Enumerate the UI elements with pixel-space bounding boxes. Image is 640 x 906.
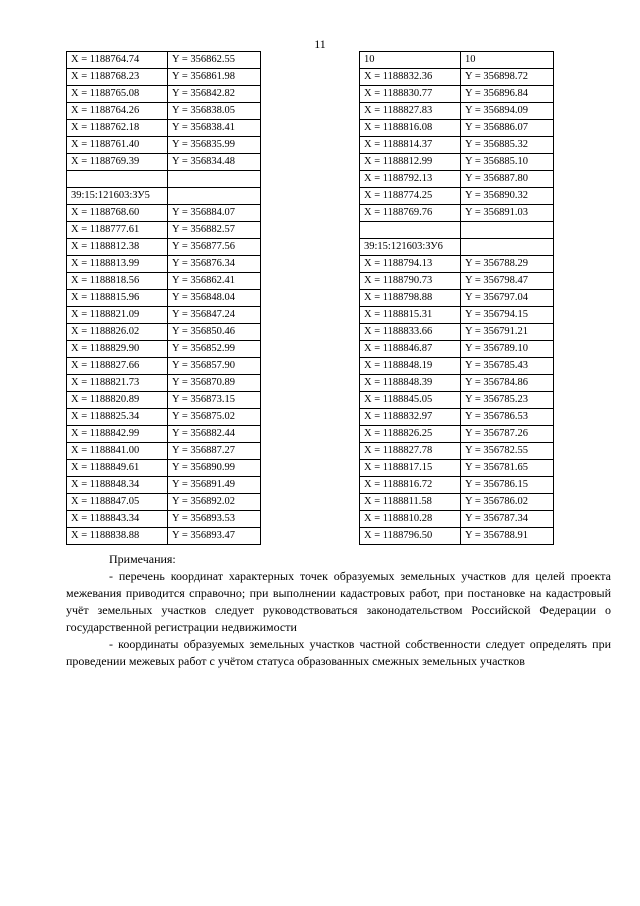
y-coordinate-cell: Y = 356862.41 <box>168 273 261 290</box>
y-coordinate-cell: Y = 356787.34 <box>461 511 554 528</box>
y-coordinate-cell: Y = 356877.56 <box>168 239 261 256</box>
y-coordinate-cell: Y = 356885.10 <box>461 154 554 171</box>
y-coordinate-cell: Y = 356794.15 <box>461 307 554 324</box>
y-coordinate-cell: Y = 356842.82 <box>168 86 261 103</box>
x-coordinate-cell: X = 1188798.88 <box>360 290 461 307</box>
y-coordinate-cell: Y = 356875.02 <box>168 409 261 426</box>
table-row <box>360 409 554 426</box>
table-row <box>67 358 261 375</box>
x-coordinate-cell: X = 1188768.60 <box>67 205 168 222</box>
table-row <box>67 188 261 205</box>
y-coordinate-cell: Y = 356791.21 <box>461 324 554 341</box>
x-coordinate-cell: X = 1188817.15 <box>360 460 461 477</box>
x-coordinate-cell: X = 1188848.19 <box>360 358 461 375</box>
table-row <box>360 528 554 545</box>
coordinates-table-right <box>359 51 554 545</box>
table-row <box>360 188 554 205</box>
table-row <box>360 375 554 392</box>
x-coordinate-cell: X = 1188827.66 <box>67 358 168 375</box>
table-row <box>67 137 261 154</box>
x-coordinate-cell: X = 1188832.36 <box>360 69 461 86</box>
x-coordinate-cell: X = 1188849.61 <box>67 460 168 477</box>
x-coordinate-cell: X = 1188764.26 <box>67 103 168 120</box>
table-row <box>360 511 554 528</box>
y-coordinate-cell: Y = 356896.84 <box>461 86 554 103</box>
table-row <box>67 477 261 494</box>
y-coordinate-cell: Y = 356882.44 <box>168 426 261 443</box>
y-coordinate-cell: Y = 356788.91 <box>461 528 554 545</box>
y-coordinate-cell: Y = 356785.23 <box>461 392 554 409</box>
x-coordinate-cell: X = 1188762.18 <box>67 120 168 137</box>
y-coordinate-cell: Y = 356838.05 <box>168 103 261 120</box>
table-row <box>67 528 261 545</box>
x-coordinate-cell: X = 1188843.34 <box>67 511 168 528</box>
x-coordinate-cell: X = 1188777.61 <box>67 222 168 239</box>
x-coordinate-cell: X = 1188768.23 <box>67 69 168 86</box>
x-coordinate-cell: X = 1188813.99 <box>67 256 168 273</box>
x-coordinate-cell: X = 1188790.73 <box>360 273 461 290</box>
x-coordinate-cell: X = 1188833.66 <box>360 324 461 341</box>
y-coordinate-cell: Y = 356892.02 <box>168 494 261 511</box>
y-coordinate-cell: Y = 356850.46 <box>168 324 261 341</box>
y-coordinate-cell: 10 <box>461 52 554 69</box>
table-row <box>67 86 261 103</box>
table-row <box>360 443 554 460</box>
y-coordinate-cell: Y = 356781.65 <box>461 460 554 477</box>
y-coordinate-cell: Y = 356789.10 <box>461 341 554 358</box>
x-coordinate-cell: X = 1188827.83 <box>360 103 461 120</box>
y-coordinate-cell: Y = 356890.99 <box>168 460 261 477</box>
table-row <box>67 511 261 528</box>
x-coordinate-cell: X = 1188794.13 <box>360 256 461 273</box>
y-coordinate-cell: Y = 356784.86 <box>461 375 554 392</box>
x-coordinate-cell: 39:15:121603:ЗУ6 <box>360 239 461 256</box>
table-row <box>360 171 554 188</box>
table-row <box>67 409 261 426</box>
table-row <box>67 222 261 239</box>
x-coordinate-cell: X = 1188847.05 <box>67 494 168 511</box>
y-coordinate-cell: Y = 356782.55 <box>461 443 554 460</box>
y-coordinate-cell: Y = 356835.99 <box>168 137 261 154</box>
table-row <box>360 69 554 86</box>
y-coordinate-cell: Y = 356862.55 <box>168 52 261 69</box>
table-row <box>360 477 554 494</box>
table-row <box>360 239 554 256</box>
x-coordinate-cell: X = 1188826.25 <box>360 426 461 443</box>
y-coordinate-cell: Y = 356786.53 <box>461 409 554 426</box>
y-coordinate-cell: Y = 356894.09 <box>461 103 554 120</box>
table-row <box>67 443 261 460</box>
table-row <box>67 205 261 222</box>
table-row <box>67 69 261 86</box>
x-coordinate-cell: X = 1188796.50 <box>360 528 461 545</box>
y-coordinate-cell: Y = 356891.03 <box>461 205 554 222</box>
table-row <box>67 375 261 392</box>
x-coordinate-cell: X = 1188830.77 <box>360 86 461 103</box>
note-item: - координаты образуемых земельных участков частной собственности следует определять при проведении межевых работ с учётом статуса образованных смежных земельных участков <box>66 637 611 668</box>
table-row <box>360 120 554 137</box>
y-coordinate-cell: Y = 356788.29 <box>461 256 554 273</box>
x-coordinate-cell: X = 1188846.87 <box>360 341 461 358</box>
table-row <box>67 239 261 256</box>
y-coordinate-cell: Y = 356786.15 <box>461 477 554 494</box>
x-coordinate-cell: X = 1188848.39 <box>360 375 461 392</box>
table-row <box>360 341 554 358</box>
table-row <box>67 103 261 120</box>
table-row <box>67 273 261 290</box>
table-row <box>67 256 261 273</box>
x-coordinate-cell: X = 1188769.76 <box>360 205 461 222</box>
table-row <box>360 307 554 324</box>
y-coordinate-cell: Y = 356838.41 <box>168 120 261 137</box>
x-coordinate-cell: X = 1188827.78 <box>360 443 461 460</box>
x-coordinate-cell: 10 <box>360 52 461 69</box>
x-coordinate-cell: X = 1188841.00 <box>67 443 168 460</box>
x-coordinate-cell: X = 1188769.39 <box>67 154 168 171</box>
table-row <box>67 120 261 137</box>
x-coordinate-cell: X = 1188832.97 <box>360 409 461 426</box>
y-coordinate-cell: Y = 356870.89 <box>168 375 261 392</box>
x-coordinate-cell: X = 1188816.08 <box>360 120 461 137</box>
table-row <box>360 494 554 511</box>
y-coordinate-cell <box>168 188 261 205</box>
y-coordinate-cell: Y = 356847.24 <box>168 307 261 324</box>
table-row <box>67 307 261 324</box>
table-row <box>67 460 261 477</box>
x-coordinate-cell: X = 1188818.56 <box>67 273 168 290</box>
y-coordinate-cell: Y = 356857.90 <box>168 358 261 375</box>
y-coordinate-cell: Y = 356882.57 <box>168 222 261 239</box>
y-coordinate-cell: Y = 356886.07 <box>461 120 554 137</box>
y-coordinate-cell: Y = 356797.04 <box>461 290 554 307</box>
table-row <box>360 426 554 443</box>
table-row <box>360 205 554 222</box>
x-coordinate-cell: X = 1188845.05 <box>360 392 461 409</box>
table-row <box>67 392 261 409</box>
y-coordinate-cell <box>168 171 261 188</box>
table-row <box>360 460 554 477</box>
y-coordinate-cell: Y = 356893.53 <box>168 511 261 528</box>
y-coordinate-cell: Y = 356873.15 <box>168 392 261 409</box>
y-coordinate-cell <box>461 239 554 256</box>
x-coordinate-cell: X = 1188761.40 <box>67 137 168 154</box>
x-coordinate-cell: X = 1188826.02 <box>67 324 168 341</box>
x-coordinate-cell: X = 1188816.72 <box>360 477 461 494</box>
x-coordinate-cell: X = 1188814.37 <box>360 137 461 154</box>
y-coordinate-cell: Y = 356861.98 <box>168 69 261 86</box>
table-row <box>360 358 554 375</box>
table-row <box>67 52 261 69</box>
notes-section <box>66 551 611 670</box>
x-coordinate-cell: X = 1188764.74 <box>67 52 168 69</box>
y-coordinate-cell: Y = 356898.72 <box>461 69 554 86</box>
y-coordinate-cell: Y = 356887.27 <box>168 443 261 460</box>
x-coordinate-cell: X = 1188792.13 <box>360 171 461 188</box>
table-row <box>67 426 261 443</box>
x-coordinate-cell: X = 1188774.25 <box>360 188 461 205</box>
coordinates-table-left <box>66 51 261 545</box>
table-row <box>360 154 554 171</box>
note-item: - перечень координат характерных точек образуемых земельных участков для целей проекта межевания приводится справочно; при выполнении кадастровых работ, при постановке на кадастровый учёт земельных участков следует руководствоваться законодательством Российской Федерации о государственной регистрации недвижимости <box>66 569 611 634</box>
y-coordinate-cell: Y = 356890.32 <box>461 188 554 205</box>
y-coordinate-cell: Y = 356786.02 <box>461 494 554 511</box>
table-row <box>67 171 261 188</box>
x-coordinate-cell: X = 1188821.09 <box>67 307 168 324</box>
x-coordinate-cell: X = 1188848.34 <box>67 477 168 494</box>
x-coordinate-cell: X = 1188829.90 <box>67 341 168 358</box>
table-row <box>360 222 554 239</box>
x-coordinate-cell: X = 1188765.08 <box>67 86 168 103</box>
table-row <box>67 154 261 171</box>
table-row <box>360 290 554 307</box>
x-coordinate-cell: X = 1188842.99 <box>67 426 168 443</box>
table-row <box>360 273 554 290</box>
y-coordinate-cell: Y = 356885.32 <box>461 137 554 154</box>
x-coordinate-cell: X = 1188812.99 <box>360 154 461 171</box>
y-coordinate-cell: Y = 356893.47 <box>168 528 261 545</box>
table-row <box>67 290 261 307</box>
x-coordinate-cell: 39:15:121603:ЗУ5 <box>67 188 168 205</box>
y-coordinate-cell: Y = 356785.43 <box>461 358 554 375</box>
x-coordinate-cell: X = 1188815.96 <box>67 290 168 307</box>
x-coordinate-cell <box>67 171 168 188</box>
y-coordinate-cell: Y = 356887.80 <box>461 171 554 188</box>
y-coordinate-cell <box>461 222 554 239</box>
table-row <box>360 392 554 409</box>
y-coordinate-cell: Y = 356884.07 <box>168 205 261 222</box>
x-coordinate-cell: X = 1188812.38 <box>67 239 168 256</box>
x-coordinate-cell: X = 1188821.73 <box>67 375 168 392</box>
notes-heading: Примечания: <box>109 552 176 566</box>
x-coordinate-cell: X = 1188820.89 <box>67 392 168 409</box>
table-row <box>360 103 554 120</box>
table-row <box>67 341 261 358</box>
y-coordinate-cell: Y = 356891.49 <box>168 477 261 494</box>
table-row <box>360 86 554 103</box>
table-row <box>67 494 261 511</box>
y-coordinate-cell: Y = 356787.26 <box>461 426 554 443</box>
y-coordinate-cell: Y = 356852.99 <box>168 341 261 358</box>
table-row <box>360 256 554 273</box>
y-coordinate-cell: Y = 356876.34 <box>168 256 261 273</box>
y-coordinate-cell: Y = 356848.04 <box>168 290 261 307</box>
x-coordinate-cell <box>360 222 461 239</box>
table-row <box>360 324 554 341</box>
x-coordinate-cell: X = 1188838.88 <box>67 528 168 545</box>
table-row <box>360 52 554 69</box>
x-coordinate-cell: X = 1188810.28 <box>360 511 461 528</box>
page-number: 11 <box>314 37 326 51</box>
x-coordinate-cell: X = 1188815.31 <box>360 307 461 324</box>
y-coordinate-cell: Y = 356834.48 <box>168 154 261 171</box>
x-coordinate-cell: X = 1188811.58 <box>360 494 461 511</box>
table-row <box>360 137 554 154</box>
x-coordinate-cell: X = 1188825.34 <box>67 409 168 426</box>
y-coordinate-cell: Y = 356798.47 <box>461 273 554 290</box>
table-row <box>67 324 261 341</box>
